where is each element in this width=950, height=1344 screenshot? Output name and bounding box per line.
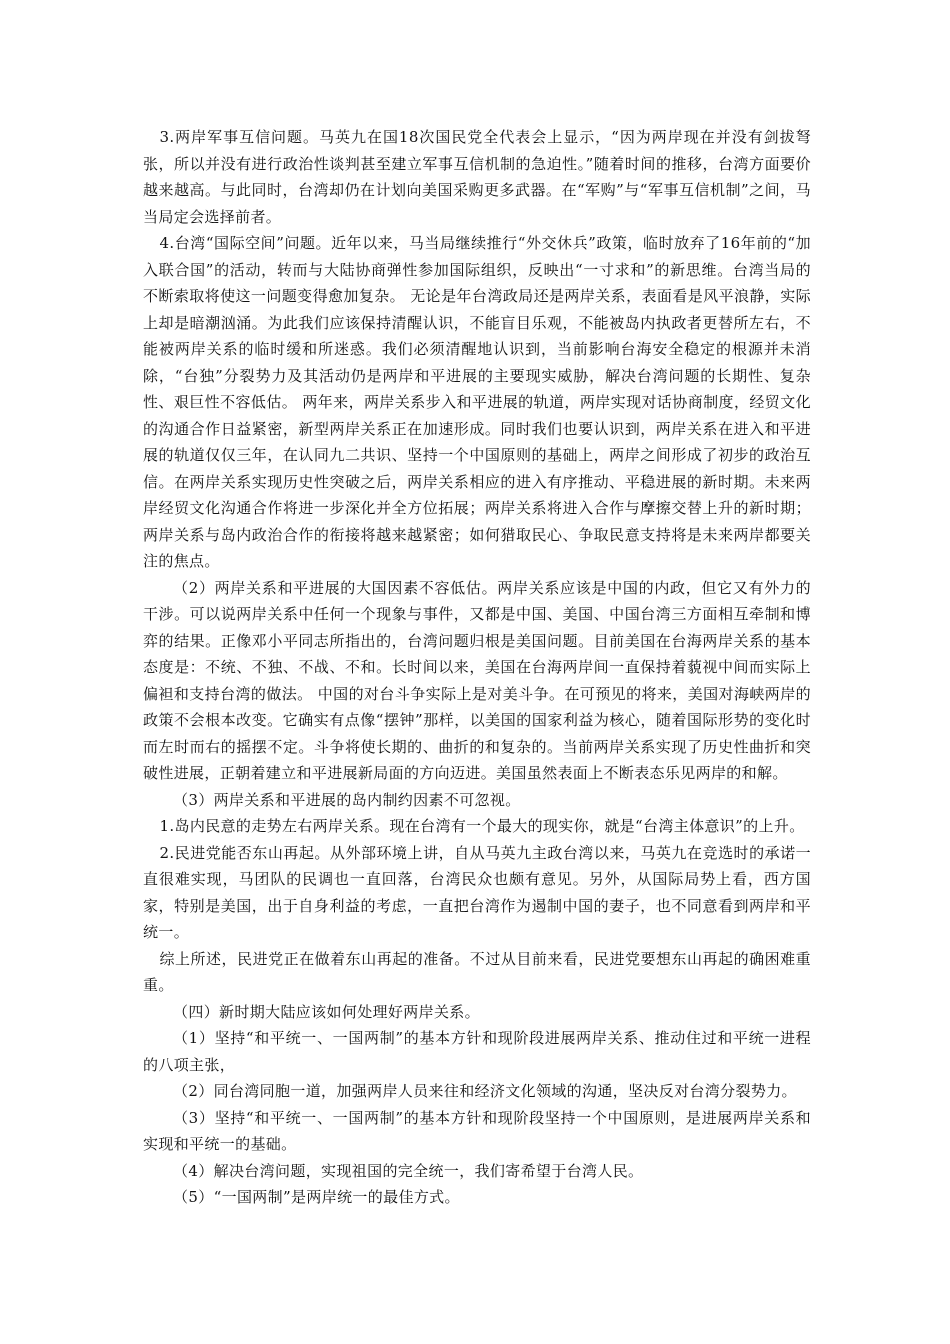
- paragraph-international-space: 4.台湾“国际空间”问题。近年以来，马当局继续推行“外交休兵”政策，临时放弃了16年前的“加入联合国”的活动，转而与大陆协商弹性参加国际组织，反映出“一寸求和”的新思维。台湾当局的不断索取将使这一问题变得愈加复杂。 无论是年台湾政局还是两岸关系，表面看是风平浪静，实际上却是暗潮汹涌。为此我们应该保持清醒认识，不能盲目乐观，不能被岛内执政者更替所左右，不能被两岸关系的临时缓和所迷惑。我们必须清醒地认识到，当前影响台海安全稳定的根源并未消除，“台独”分裂势力及其活动仍是两岸和平进展的主要现实威胁，解决台湾问题的长期性、复杂性、艰巨性不容低估。 两年来，两岸关系步入和平进展的轨道，两岸实现对话协商制度，经贸文化的沟通合作日益紧密，新型两岸关系正在加速形成。同时我们也要认识到，两岸关系在进入和平进展的轨道仅仅三年，在认同九二共识、坚持一个中国原则的基础上，两岸之间形成了初步的政治互信。在两岸关系实现历史性突破之后，两岸关系相应的进入有序推动、平稳进展的新时期。未来两岸经贸文化沟通合作将进一步深化并全方位拓展；两岸关系将进入合作与摩擦交替上升的新时期；两岸关系与岛内政治合作的衔接将越来越紧密；如何猎取民心、争取民意支持将是未来两岸都要关注的焦点。: [143, 234, 811, 570]
- paragraph-public-opinion: 1.岛内民意的走势左右两岸关系。现在台湾有一个最大的现实你，就是“台湾主体意识”的上升。: [159, 817, 805, 835]
- list-item-5: （5）“一国两制”是两岸统一的最佳方式。: [173, 1188, 460, 1206]
- list-item-1: （1）坚持“和平统一、一国两制”的基本方针和现阶段进展两岸关系、推动住过和平统一进程的八项主张，: [143, 1029, 811, 1074]
- list-item-3: （3）坚持“和平统一、一国两制”的基本方针和现阶段坚持一个中国原则，是进展两岸关系和实现和平统一的基础。: [143, 1108, 811, 1153]
- paragraph-dpp-comeback: 2.民进党能否东山再起。从外部环境上讲，自从马英九主政台湾以来，马英九在竞选时的承诺一直很难实现，马团队的民调也一直回落，台湾民众也颇有意见。另外，从国际局势上看，西方国家，特别是美国，出于自身利益的考虑，一直把台湾作为遏制中国的妻子，也不同意看到两岸和平统一。: [143, 843, 811, 941]
- paragraph-island-constraints-heading: （3）两岸关系和平进展的岛内制约因素不可忽视。: [173, 790, 521, 809]
- paragraph-summary: 综上所述，民进党正在做着东山再起的准备。不过从目前来看，民进党要想东山再起的确困难重重。: [143, 949, 811, 994]
- list-item-2: （2）同台湾同胞一道，加强两岸人员来往和经济文化领域的沟通，坚决反对台湾分裂势力。: [173, 1082, 797, 1100]
- paragraph-military-trust: 3.两岸军事互信问题。马英九在国18次国民党全代表会上显示，“因为两岸现在并没有剑拔弩张，所以并没有进行政治性谈判甚至建立军事互信机制的急迫性。”随着时间的推移，台湾方面要价越来越高。与此同时，台湾却仍在计划向美国采购更多武器。在“军购”与“军事互信机制”之间，马当局定会选择前者。: [143, 128, 811, 226]
- document-body: [143, 124, 811, 1211]
- paragraph-great-power-factor: （2）两岸关系和平进展的大国因素不容低估。两岸关系应该是中国的内政，但它又有外力的干涉。可以说两岸关系中任何一个现象与事件，又都是中国、美国、中国台湾三方面相互牵制和博弈的结果。正像邓小平同志所指出的，台湾问题归根是美国问题。目前美国在台海两岸关系的基本态度是：不统、不独、不战、不和。长时间以来，美国在台海两岸间一直保持着藐视中间而实际上偏袒和支持台湾的做法。 中国的对台斗争实际上是对美斗争。在可预见的将来，美国对海峡两岸的政策不会根本改变。它确实有点像“摆钟”那样，以美国的国家利益为核心，随着国际形势的变化时而左时而右的摇摆不定。斗争将使长期的、曲折的和复杂的。当前两岸关系实现了历史性曲折和突破性进展，正朝着建立和平进展新局面的方向迈进。美国虽然表面上不断表态乐见两岸的和解。: [143, 578, 811, 782]
- list-item-4: （4）解决台湾问题，实现祖国的完全统一，我们寄希望于台湾人民。: [173, 1161, 644, 1180]
- section-heading-new-era: （四）新时期大陆应该如何处理好两岸关系。: [173, 1002, 481, 1021]
